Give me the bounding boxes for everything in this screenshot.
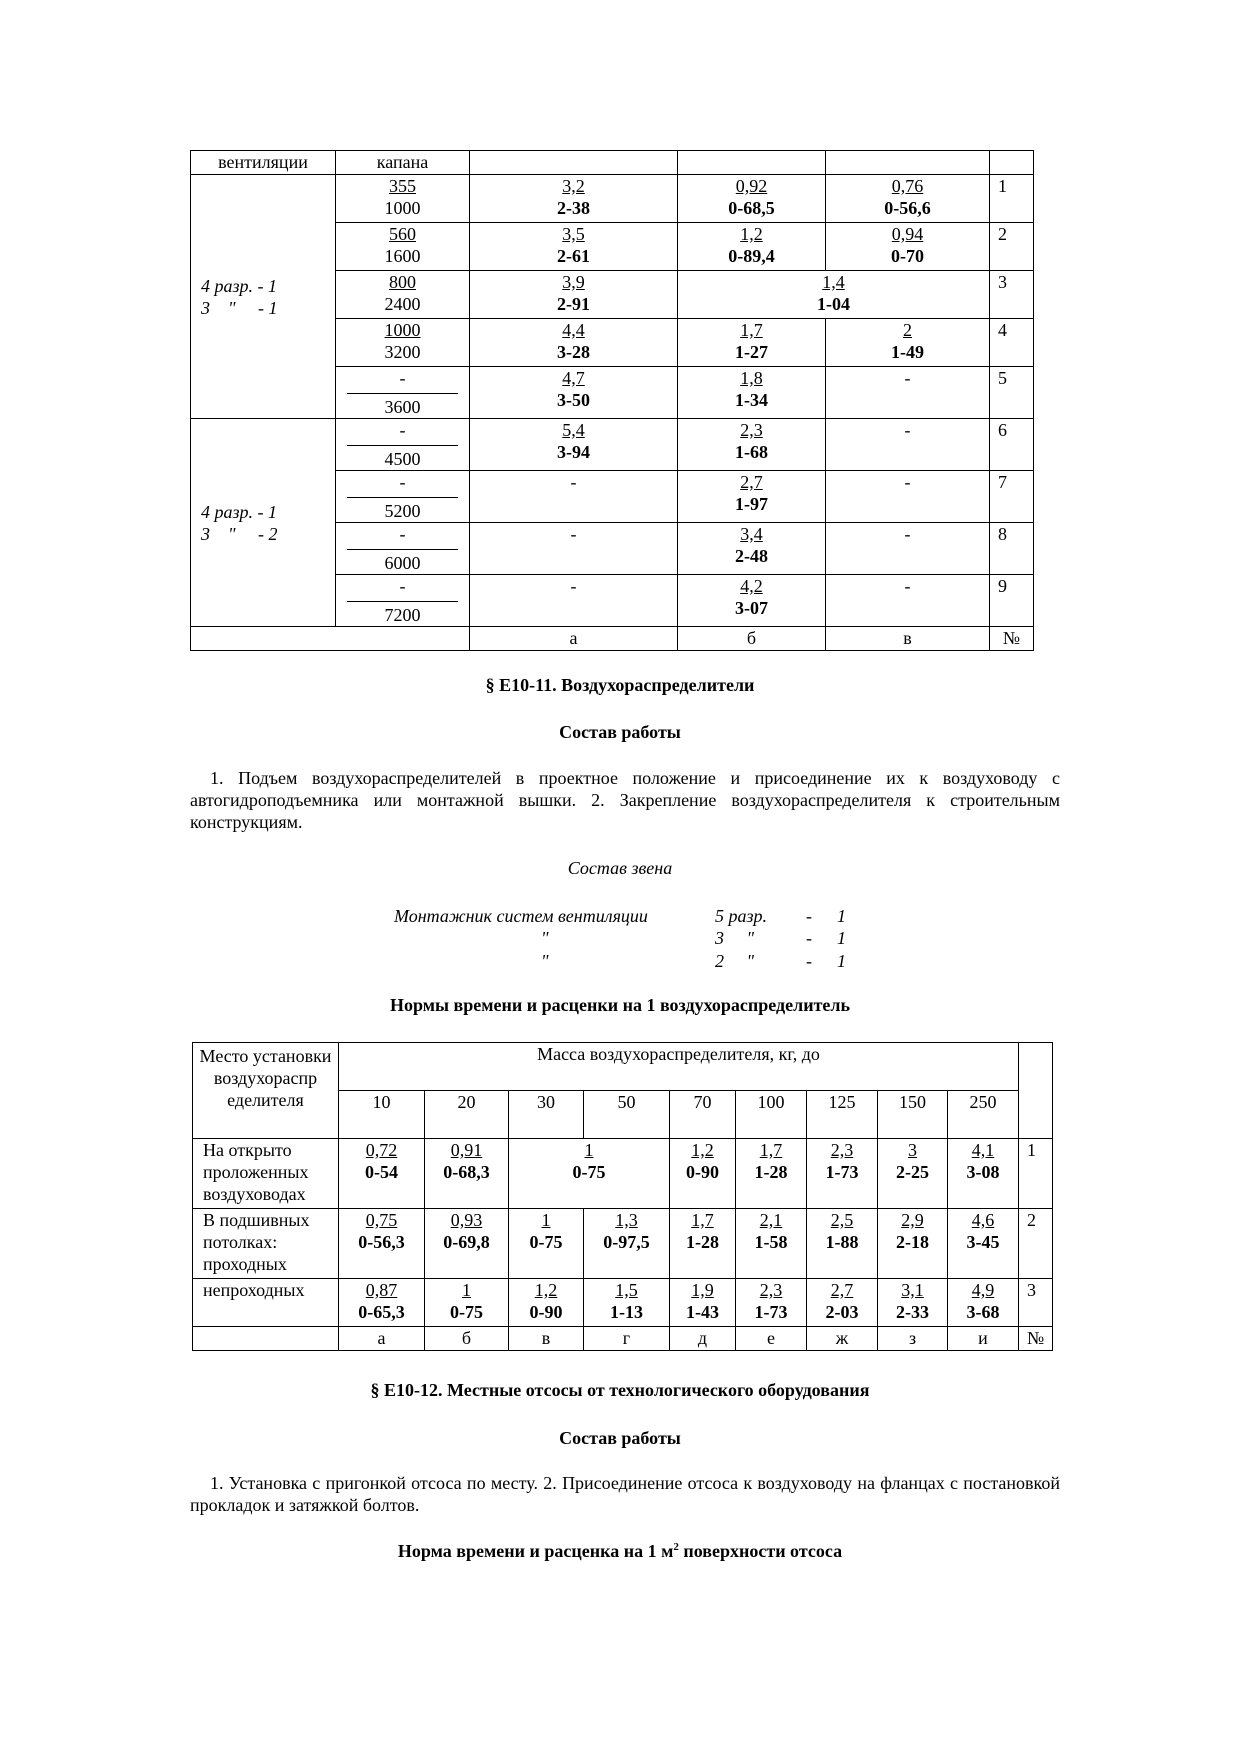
rate-cell: 0,75 0-56,3 — [339, 1209, 425, 1279]
crew-cell: 4 разр. - 1 3 " - 1 — [191, 175, 336, 419]
section-title: § Е10-11. Воздухораспределители — [485, 675, 755, 695]
rate-cell: 3,4 2-48 — [678, 523, 826, 575]
size-cell: - 5200 — [336, 471, 470, 523]
mass-cell: 125 — [807, 1091, 878, 1139]
rate-cell: 1,7 1-28 — [736, 1139, 807, 1209]
header-cell: вентиляции — [191, 151, 336, 175]
rate-cell: 1,7 1-27 — [678, 319, 826, 367]
norms-table-1 — [190, 150, 1034, 651]
rate-cell: 4,4 3-28 — [470, 319, 678, 367]
mass-cell: 70 — [670, 1091, 736, 1139]
rate-cell: 5,4 3-94 — [470, 419, 678, 471]
size-cell: - 6000 — [336, 523, 470, 575]
norm-heading: Норма времени и расценка на 1 $м^2$ поверхности отсоса — [397, 1541, 843, 1561]
rate-cell: 2,7 1-97 — [678, 471, 826, 523]
rate-cell: 4,2 3-07 — [678, 575, 826, 627]
rate-cell: 2,1 1-58 — [736, 1209, 807, 1279]
rate-cell: 0,87 0-65,3 — [339, 1279, 425, 1327]
rate-cell: - — [826, 471, 990, 523]
rate-cell: 1,9 1-43 — [670, 1279, 736, 1327]
column-letter: в — [826, 627, 990, 651]
size-cell: 1000 3200 — [336, 319, 470, 367]
crew-dash: - — [806, 928, 812, 948]
column-letter: з — [878, 1327, 948, 1351]
crew-grade: 2 " — [715, 951, 755, 971]
rate-cell: - — [470, 575, 678, 627]
rate-cell: 0,94 0-70 — [826, 223, 990, 271]
mass-cell: 100 — [736, 1091, 807, 1139]
rate-cell: 2,7 2-03 — [807, 1279, 878, 1327]
rate-cell: 2,3 1-68 — [678, 419, 826, 471]
rate-cell: 0,93 0-69,8 — [425, 1209, 509, 1279]
row-number: 5 — [990, 367, 1034, 419]
rate-cell: 2 1-49 — [826, 319, 990, 367]
rate-cell: 1,2 0-90 — [670, 1139, 736, 1209]
row-number: 7 — [990, 471, 1034, 523]
column-letter: ж — [807, 1327, 878, 1351]
rate-cell: 1,5 1-13 — [584, 1279, 670, 1327]
rate-cell: - — [470, 471, 678, 523]
mass-header: Масса воздухораспределителя, кг, до — [339, 1043, 1019, 1091]
rate-cell: 0,91 0-68,3 — [425, 1139, 509, 1209]
rate-cell: 1 0-75 — [509, 1139, 670, 1209]
size-cell: 800 2400 — [336, 271, 470, 319]
place-label: В подшивных потолках: проходных — [193, 1209, 339, 1279]
column-letter: и — [948, 1327, 1019, 1351]
column-letter: б — [425, 1327, 509, 1351]
norms-table-2 — [192, 1042, 1053, 1351]
rate-cell: - — [826, 523, 990, 575]
rate-cell: 2,3 1-73 — [807, 1139, 878, 1209]
place-label: На открыто проложенных воздуховодах — [193, 1139, 339, 1209]
column-letter: б — [678, 627, 826, 651]
column-letter: г — [584, 1327, 670, 1351]
rate-cell: 1,2 0-89,4 — [678, 223, 826, 271]
header-cell: капана — [336, 151, 470, 175]
row-number: 4 — [990, 319, 1034, 367]
rate-cell: 1 0-75 — [425, 1279, 509, 1327]
mass-cell: 50 — [584, 1091, 670, 1139]
column-letter: а — [339, 1327, 425, 1351]
mass-cell: 20 — [425, 1091, 509, 1139]
crew-heading: Состав звена — [567, 858, 673, 878]
crew-name: " — [541, 951, 549, 971]
crew-cell: 4 разр. - 1 3 " - 2 — [191, 419, 336, 627]
crew-grade: 3 " — [715, 928, 755, 948]
place-header: Место установки воздухораспр еделителя — [193, 1043, 339, 1139]
size-cell: 560 1600 — [336, 223, 470, 271]
rate-cell: 1,8 1-34 — [678, 367, 826, 419]
work-heading: Состав работы — [559, 722, 681, 742]
rate-cell: 1,3 0-97,5 — [584, 1209, 670, 1279]
rate-cell: - — [826, 419, 990, 471]
work-text: 1. Установка с пригонкой отсоса по месту. 2. Присоединение отсоса к воздуховоду на фланцах с постановкой прокладок и затяжкой болтов. — [190, 1473, 1060, 1515]
rate-cell: 4,9 3-68 — [948, 1279, 1019, 1327]
row-number: 2 — [1019, 1209, 1053, 1279]
rate-cell: 4,6 3-45 — [948, 1209, 1019, 1279]
size-cell: - 7200 — [336, 575, 470, 627]
crew-count: 1 — [837, 951, 846, 971]
crew-dash: - — [806, 951, 812, 971]
row-number: 9 — [990, 575, 1034, 627]
norms-heading: Нормы времени и расценки на 1 воздухораспределитель — [389, 995, 851, 1015]
crew-grade: 5 разр. — [715, 906, 768, 926]
rate-cell: 1,2 0-90 — [509, 1279, 584, 1327]
column-letter: № — [1019, 1327, 1053, 1351]
row-number: 8 — [990, 523, 1034, 575]
row-number: 3 — [990, 271, 1034, 319]
rate-cell: 0,72 0-54 — [339, 1139, 425, 1209]
rate-cell: 1,4 1-04 — [678, 271, 990, 319]
row-number: 6 — [990, 419, 1034, 471]
rate-cell: 2,3 1-73 — [736, 1279, 807, 1327]
rate-cell: - — [470, 523, 678, 575]
rate-cell: - — [826, 575, 990, 627]
crew-count: 1 — [837, 906, 846, 926]
place-label: непроходных — [193, 1279, 339, 1327]
crew-name: " — [541, 928, 549, 948]
section-title: § Е10-12. Местные отсосы от технологического оборудования — [370, 1380, 870, 1400]
rate-cell: 3,2 2-38 — [470, 175, 678, 223]
rate-cell: 2,5 1-88 — [807, 1209, 878, 1279]
crew-count: 1 — [837, 928, 846, 948]
size-cell: - 3600 — [336, 367, 470, 419]
size-cell: - 4500 — [336, 419, 470, 471]
rate-cell: 4,7 3-50 — [470, 367, 678, 419]
crew-name: Монтажник систем вентиляции — [394, 906, 648, 926]
row-number: 2 — [990, 223, 1034, 271]
mass-cell: 10 — [339, 1091, 425, 1139]
rate-cell: 3,5 2-61 — [470, 223, 678, 271]
mass-cell: 250 — [948, 1091, 1019, 1139]
rate-cell: 1,7 1-28 — [670, 1209, 736, 1279]
work-heading: Состав работы — [559, 1428, 681, 1448]
rate-cell: 3,9 2-91 — [470, 271, 678, 319]
rate-cell: 0,92 0-68,5 — [678, 175, 826, 223]
mass-cell: 150 — [878, 1091, 948, 1139]
work-text: 1. Подъем воздухораспределителей в проектное положение и присоединение их к воздуховоду с автогидроподъемника или монтажной вышки. 2. Закрепление воздухораспределителя к строительным конструкциям. — [190, 768, 1060, 832]
row-number: 3 — [1019, 1279, 1053, 1327]
rate-cell: - — [826, 367, 990, 419]
row-number: 1 — [1019, 1139, 1053, 1209]
rate-cell: 2,9 2-18 — [878, 1209, 948, 1279]
column-letter: в — [509, 1327, 584, 1351]
column-letter: № — [990, 627, 1034, 651]
row-number: 1 — [990, 175, 1034, 223]
rate-cell: 1 0-75 — [509, 1209, 584, 1279]
rate-cell: 4,1 3-08 — [948, 1139, 1019, 1209]
column-letter: д — [670, 1327, 736, 1351]
column-letter: е — [736, 1327, 807, 1351]
crew-dash: - — [806, 906, 812, 926]
size-cell: 355 1000 — [336, 175, 470, 223]
column-letter: а — [470, 627, 678, 651]
rate-cell: 3,1 2-33 — [878, 1279, 948, 1327]
rate-cell: 3 2-25 — [878, 1139, 948, 1209]
mass-cell: 30 — [509, 1091, 584, 1139]
rate-cell: 0,76 0-56,6 — [826, 175, 990, 223]
